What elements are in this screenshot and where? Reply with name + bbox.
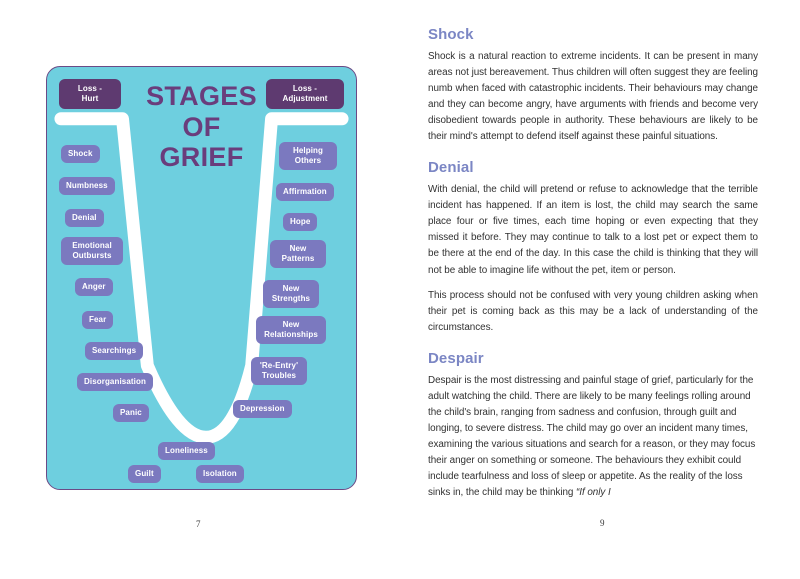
cap-loss-hurt-line-2: Hurt bbox=[81, 93, 99, 103]
stage-re-entry-troubles bbox=[251, 357, 307, 385]
right-page-text bbox=[400, 0, 800, 579]
stage-affirmation: Affirmation bbox=[276, 183, 334, 201]
heading-shock: Shock bbox=[428, 26, 474, 43]
stage-new-strengths-line-1: New bbox=[282, 284, 300, 293]
stage-new-relationships-line-2: Relationships bbox=[264, 330, 318, 339]
stage-disorganisation: Disorganisation bbox=[77, 373, 153, 391]
stage-new-relationships bbox=[256, 316, 326, 344]
stage-new-strengths-line-2: Strengths bbox=[271, 294, 311, 303]
cap-loss-hurt bbox=[59, 79, 121, 109]
stage-emotional-outbursts-line-1: Emotional bbox=[72, 241, 112, 250]
stage-emotional-outbursts bbox=[61, 237, 123, 265]
stage-fear: Fear bbox=[82, 311, 113, 329]
page-number-right: 9 bbox=[600, 518, 605, 528]
diagram-title-line-2: OF bbox=[182, 111, 221, 142]
paragraph-denial-2: This process should not be confused with very young children asking when their pet is coming back as this may be a lack of understanding of the circumstances. bbox=[428, 289, 758, 333]
paragraph-shock-1: Shock is a natural reaction to extreme incidents. It can be present in many areas not just bereavement. Thus children will often suggest they are feeling numb when faced with catastrophic incidents. Their behaviours may change and they can become angry, have arguments with friends and become very disobedient towards people in authority. These behaviours are likely to be their mind's attempt to defend itself against these painful situations. bbox=[428, 51, 758, 143]
diagram-title-line-1: STAGES bbox=[146, 81, 257, 111]
paragraph-despair-1 bbox=[428, 373, 758, 501]
heading-denial: Denial bbox=[428, 159, 474, 177]
cap-loss-adjustment bbox=[266, 79, 344, 109]
stage-new-patterns-line-2: Patterns bbox=[281, 254, 315, 263]
stage-denial: Denial bbox=[65, 209, 104, 227]
cap-loss-adjustment-line-2: Adjustment bbox=[282, 93, 328, 103]
stage-isolation: Isolation bbox=[196, 465, 244, 483]
stage-shock: Shock bbox=[61, 145, 100, 163]
stage-helping-others bbox=[279, 142, 337, 170]
stage-numbness: Numbness bbox=[59, 177, 115, 195]
stage-searchings: Searchings bbox=[85, 342, 143, 360]
cap-loss-hurt-line-1: Loss - bbox=[77, 84, 103, 93]
stage-new-patterns-line-1: New bbox=[289, 244, 307, 253]
paragraph-despair-1-italic-tail: “If only I bbox=[576, 487, 611, 499]
stage-new-relationships-line-1: New bbox=[282, 320, 300, 329]
stage-anger: Anger bbox=[75, 278, 113, 296]
stage-helping-others-line-1: Helping bbox=[292, 146, 324, 155]
stage-helping-others-line-2: Others bbox=[294, 156, 322, 165]
text-column bbox=[428, 26, 758, 510]
paragraph-denial-1: With denial, the child will pretend or refuse to acknowledge that the terrible incident has happened. If an item is lost, the child may search the same place four or five times, each time hoping or even expecting that they missed it before. They may continue to talk to a lost pet or expect them to be there at the end of the day. In this case the child is thinking that they will not be able to imagine life without the pet, item or person. bbox=[428, 184, 758, 276]
stage-emotional-outbursts-line-2: Outbursts bbox=[72, 251, 112, 260]
stage-depression: Depression bbox=[233, 400, 292, 418]
paragraph-despair-1-text: Despair is the most distressing and painful stage of grief, particularly for the adult watching the child. There are likely to be many feelings rolling around the child's brain, ranging from sadness and confusion, through guilt and longing, to severe distress. The child may go over an incident many times, examining the various situations and search for a reason, or they may focus their anger on something or someone. The behaviours they exhibit could include tearfulness and loss of sleep or appetite. As the reality of the loss sinks in, the child may be thinking bbox=[428, 374, 756, 499]
cap-loss-adjustment-line-1: Loss - bbox=[292, 84, 318, 93]
diagram-title-line-3: GRIEF bbox=[159, 142, 244, 172]
stage-new-strengths bbox=[263, 280, 319, 308]
stage-loneliness: Loneliness bbox=[158, 442, 215, 460]
stage-re-entry-troubles-line-2: Troubles bbox=[261, 371, 297, 380]
stage-panic: Panic bbox=[113, 404, 149, 422]
page-number-left: 7 bbox=[196, 519, 201, 529]
stages-of-grief-card bbox=[46, 66, 357, 490]
heading-despair: Despair bbox=[428, 349, 484, 367]
stage-re-entry-troubles-line-1: 'Re-Entry' bbox=[259, 361, 299, 370]
stage-guilt: Guilt bbox=[128, 465, 161, 483]
stage-hope: Hope bbox=[283, 213, 317, 231]
stage-new-patterns bbox=[270, 240, 326, 268]
